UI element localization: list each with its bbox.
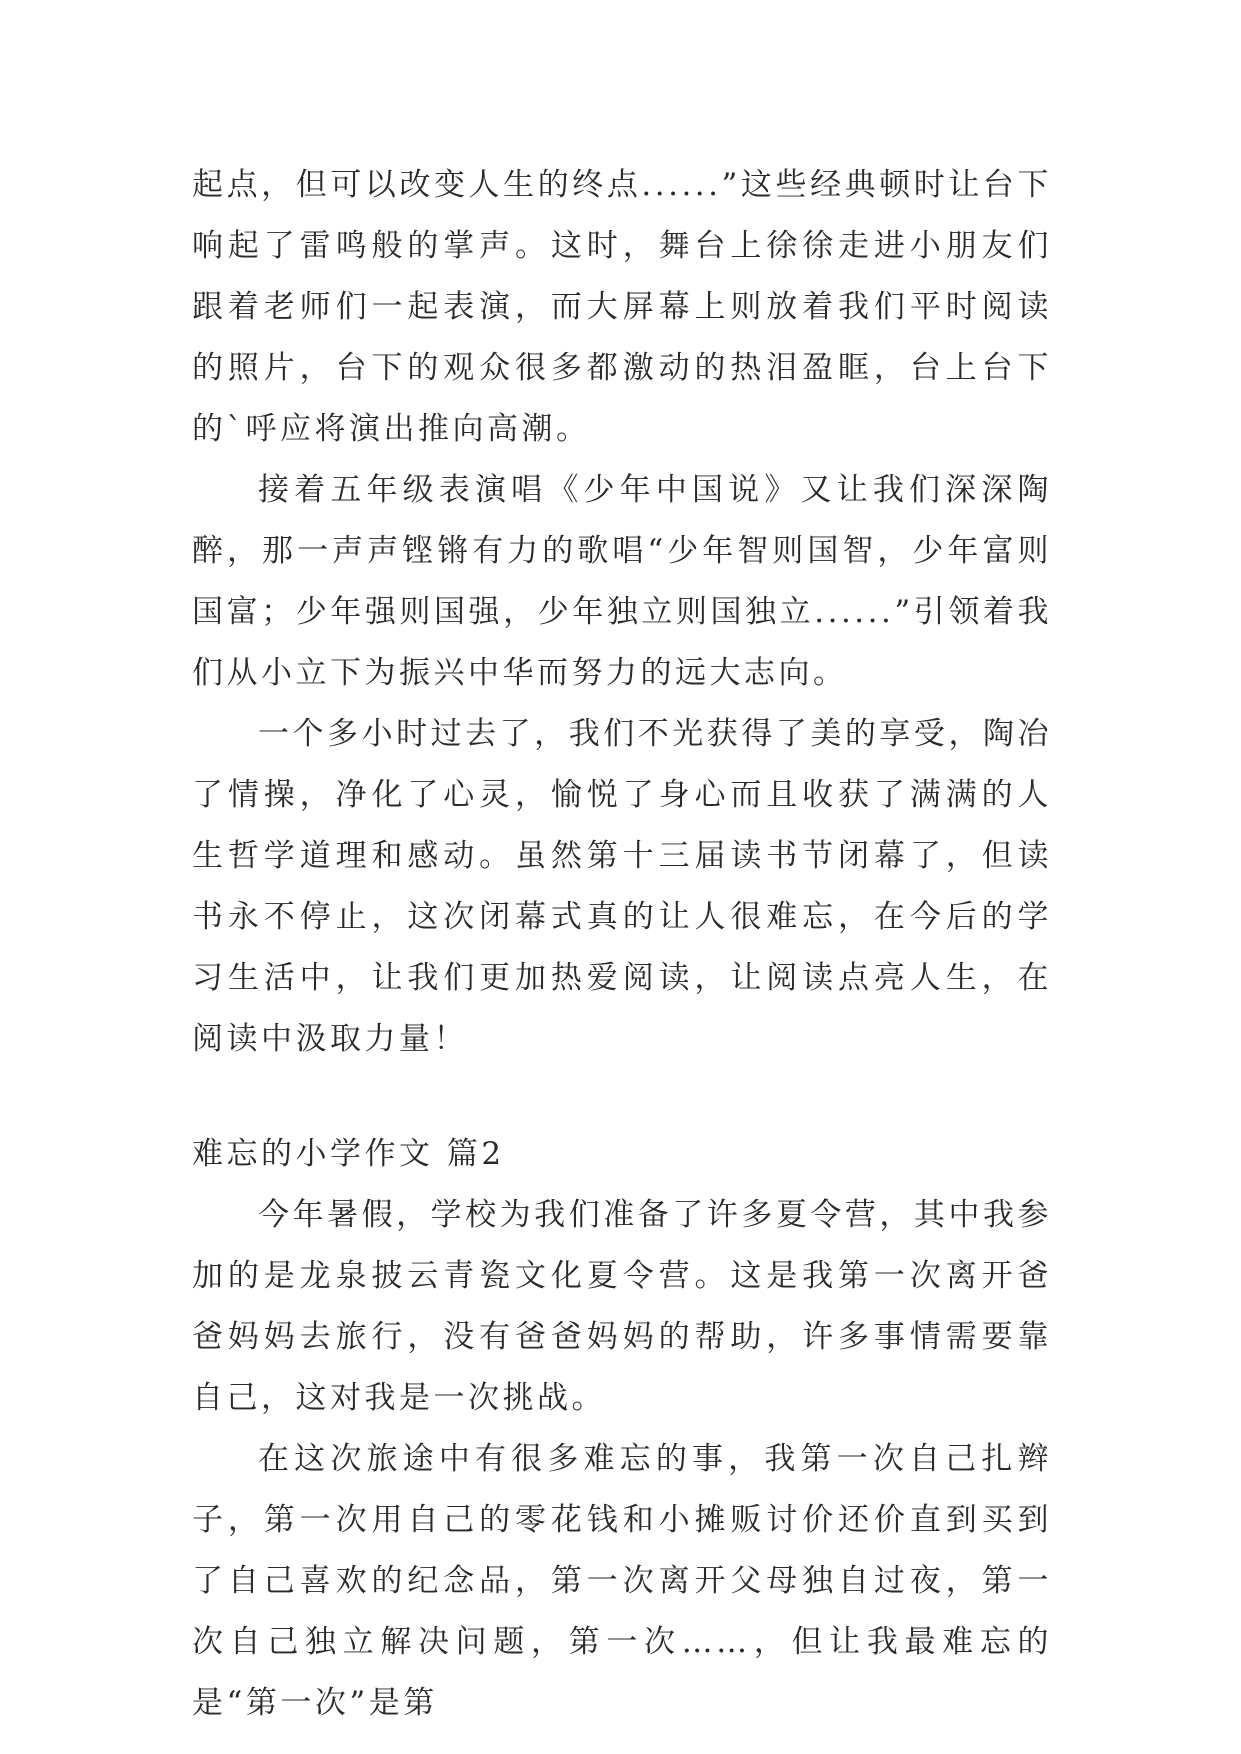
paragraph-continued: 起点，但可以改变人生的终点......”这些经典顿时让台下响起了雷鸣般的掌声。这时，舞台上徐徐走进小朋友们跟着老师们一起表演，而大屏幕上则放着我们平时阅读的照片，台下的观众很多都激动的热泪盈眶，台上台下的`呼应将演出推向高潮。 [192, 167, 1052, 447]
section-heading: 难忘的小学作文 篇2 [192, 1136, 505, 1172]
paragraph-reading-festival-closing: 一个多小时过去了，我们不光获得了美的享受，陶冶了情操，净化了心灵，愉悦了身心而且收获了满满的人生哲学道理和感动。虽然第十三届读书节闭幕了，但读书永不停止，这次闭幕式真的让人很难忘，在今后的学习生活中，让我们更加热爱阅读，让阅读点亮人生，在阅读中汲取力量！ [192, 716, 1052, 1057]
document-body [192, 155, 1052, 1734]
paragraph-summer-camp: 今年暑假，学校为我们准备了许多夏令营，其中我参加的是龙泉披云青瓷文化夏令营。这是我第一次离开爸爸妈妈去旅行，没有爸爸妈妈的帮助，许多事情需要靠自己，这对我是一次挑战。 [192, 1197, 1052, 1416]
paragraph-first-times: 在这次旅途中有很多难忘的事，我第一次自己扎辫子，第一次用自己的零花钱和小摊贩讨价还价直到买到了自己喜欢的纪念品，第一次离开父母独自过夜，第一次自己独立解决问题，第一次……，但让我最难忘的是“第一次”是第 [192, 1441, 1052, 1721]
paragraph-shaonian-zhongguo-shuo: 接着五年级表演唱《少年中国说》又让我们深深陶醉，那一声声铿锵有力的歌唱“少年智则国智，少年富则国富；少年强则国强，少年独立则国独立......”引领着我们从小立下为振兴中华而努力的远大志向。 [192, 472, 1052, 691]
